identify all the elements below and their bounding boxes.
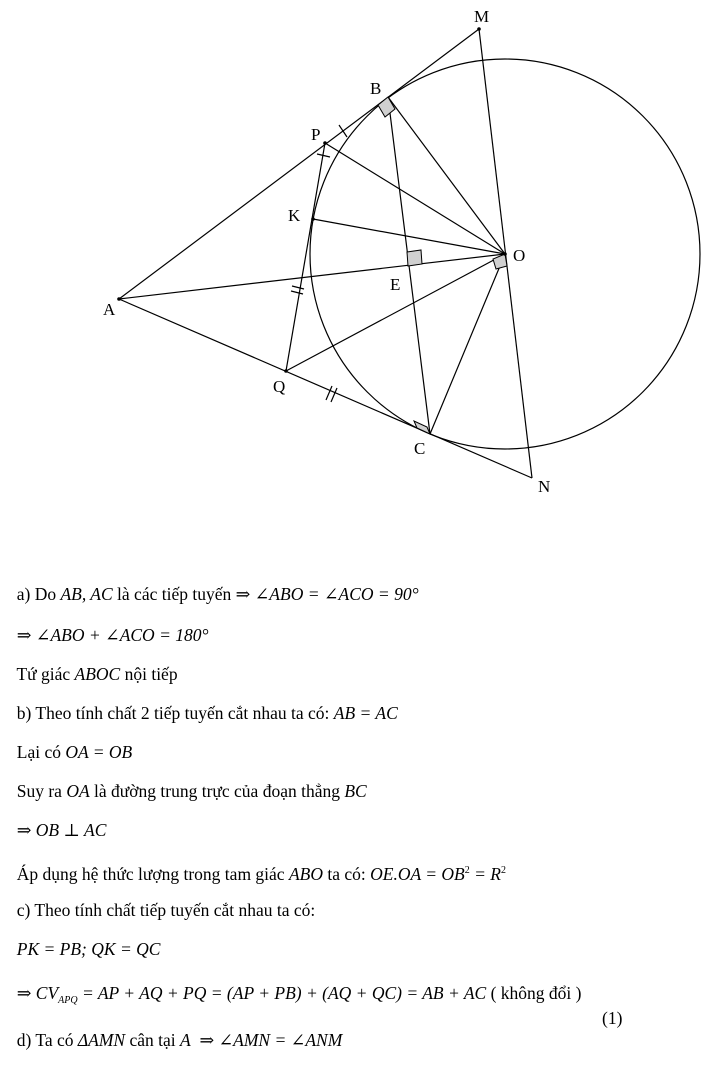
point-a	[117, 297, 121, 301]
tick-pb	[339, 125, 347, 137]
label-m: M	[474, 7, 490, 26]
right-angle-c	[414, 421, 430, 434]
math: ABO	[288, 864, 323, 884]
text: cân tại	[125, 1030, 181, 1050]
text: ( không đổi )	[486, 983, 582, 1003]
math: OA	[66, 781, 90, 801]
math: A	[180, 1030, 191, 1050]
right-angle-o	[493, 254, 507, 269]
line-a2	[8, 602, 209, 646]
geometry-figure	[0, 0, 706, 530]
math: ⇒ CV	[16, 983, 59, 1003]
superscript: 2	[500, 865, 506, 876]
point-q	[284, 369, 288, 373]
line-c1	[8, 877, 315, 921]
line-d1	[8, 1007, 698, 1073]
line-a3	[8, 641, 178, 685]
line-pq	[286, 143, 325, 371]
text: Lại có	[16, 742, 66, 762]
text: a) Do	[16, 584, 61, 604]
right-angle-b	[378, 97, 395, 117]
math: ⇒ ∠ABO + ∠ACO = 180°	[16, 625, 209, 645]
line-b4	[8, 797, 106, 841]
math: ⇒ ∠AMN = ∠ANM	[199, 1030, 343, 1050]
math: ⇒ OB ⊥ AC	[16, 820, 107, 840]
math: ΔAMN	[77, 1030, 126, 1050]
line-c3	[8, 960, 582, 1012]
math: PK = PB; QK = QC	[16, 939, 161, 959]
math: ⇒ ∠ABO = ∠ACO = 90°	[235, 584, 419, 604]
line-co	[430, 254, 505, 434]
superscript: 2	[464, 865, 470, 876]
text: ta có:	[322, 864, 371, 884]
text: b) Theo tính chất 2 tiếp tuyến cắt nhau ta có:	[16, 703, 334, 723]
line-b2	[8, 719, 132, 763]
label-k: K	[288, 206, 301, 225]
math: AB, AC	[60, 584, 113, 604]
line-an	[119, 299, 532, 478]
text: c) Theo tính chất tiếp tuyến cắt nhau ta có:	[16, 900, 316, 920]
text: là đường trung trực của đoạn thẳng	[89, 781, 345, 801]
math: = R	[469, 864, 501, 884]
text: d) Ta có	[16, 1030, 78, 1050]
label-c: C	[414, 439, 426, 458]
line-bo	[388, 97, 505, 254]
tick-qc-2	[331, 388, 337, 402]
math: OA = OB	[65, 742, 133, 762]
right-angle-e	[407, 250, 422, 266]
tick-kq-2	[291, 291, 303, 294]
label-a: A	[103, 300, 116, 319]
point-p	[323, 141, 327, 145]
math: = AP + AQ + PQ = (AP + PB) + (AQ + QC) = AB + AC	[77, 983, 487, 1003]
text: Tứ giác	[16, 664, 75, 684]
text: Suy ra	[16, 781, 67, 801]
point-k	[311, 217, 315, 221]
text: Áp dụng hệ thức lượng trong tam giác	[16, 864, 289, 884]
math: BC	[344, 781, 367, 801]
label-b: B	[370, 79, 382, 98]
tick-qc-1	[326, 386, 332, 400]
math: AB = AC	[333, 703, 398, 723]
label-n: N	[538, 477, 551, 496]
label-q: Q	[273, 377, 286, 396]
math: OE.OA = OB	[370, 864, 465, 884]
line-a1	[8, 561, 419, 605]
line-c2	[8, 916, 160, 960]
line-am	[119, 29, 479, 299]
text: nội tiếp	[120, 664, 178, 684]
text: là các tiếp tuyến	[112, 584, 236, 604]
point-o	[503, 252, 507, 256]
line-b3	[8, 758, 367, 802]
math: ABOC	[74, 664, 121, 684]
equation-number: (1)	[602, 1008, 623, 1028]
line-b1	[8, 680, 398, 724]
point-m	[477, 27, 481, 31]
label-e: E	[390, 275, 401, 294]
label-p: P	[311, 125, 321, 144]
label-o: O	[513, 246, 526, 265]
line-ao	[119, 254, 505, 299]
tick-kq-1	[292, 286, 304, 289]
subscript: APQ	[58, 995, 78, 1006]
